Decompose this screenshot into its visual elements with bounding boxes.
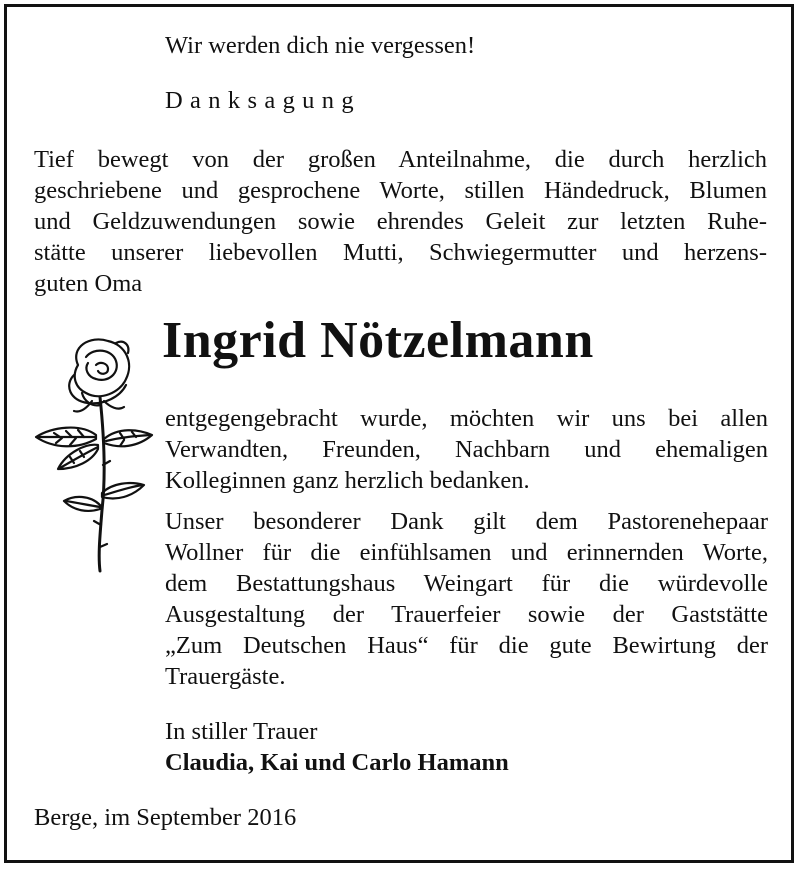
special-thanks-line: „Zum Deutschen Haus“ für die gute Bewirtung der [165,632,768,659]
intro-line: stätte unserer liebevollen Mutti, Schwiegermutter und herzens- [34,239,767,266]
special-thanks-paragraph [165,506,768,692]
rose-icon [30,335,155,575]
special-thanks-line: Wollner für die einfühlsamen und erinnernden Worte, [165,539,768,566]
thanks-line: Kolleginnen ganz herzlich bedanken. [165,467,530,494]
signers: Claudia, Kai und Carlo Hamann [165,749,509,776]
intro-line: guten Oma [34,270,143,297]
motto: Wir werden dich nie vergessen! [165,32,476,59]
thanks-paragraph [165,403,768,496]
intro-line: Tief bewegt von der großen Anteilnahme, die durch herzlich [34,146,767,173]
mourning-phrase: In stiller Trauer [165,718,318,745]
thanks-line: entgegengebracht wurde, möchten wir uns bei allen [165,405,768,432]
special-thanks-line: Ausgestaltung der Trauerfeier sowie der Gaststätte [165,601,768,628]
special-thanks-line: Trauergäste. [165,663,286,690]
intro-paragraph [34,144,767,299]
notice-title: Danksagung [165,87,361,114]
intro-line: geschriebene und gesprochene Worte, stillen Händedruck, Blumen [34,177,767,204]
special-thanks-line: dem Bestattungshaus Weingart für die würdevolle [165,570,768,597]
deceased-name: Ingrid Nötzelmann [162,312,594,369]
special-thanks-line: Unser besonderer Dank gilt dem Pastorenehepaar [165,508,768,535]
intro-line: und Geldzuwendungen sowie ehrendes Geleit zur letzten Ruhe- [34,208,767,235]
thanks-line: Verwandten, Freunden, Nachbarn und ehemaligen [165,436,768,463]
place-date: Berge, im September 2016 [34,804,297,831]
